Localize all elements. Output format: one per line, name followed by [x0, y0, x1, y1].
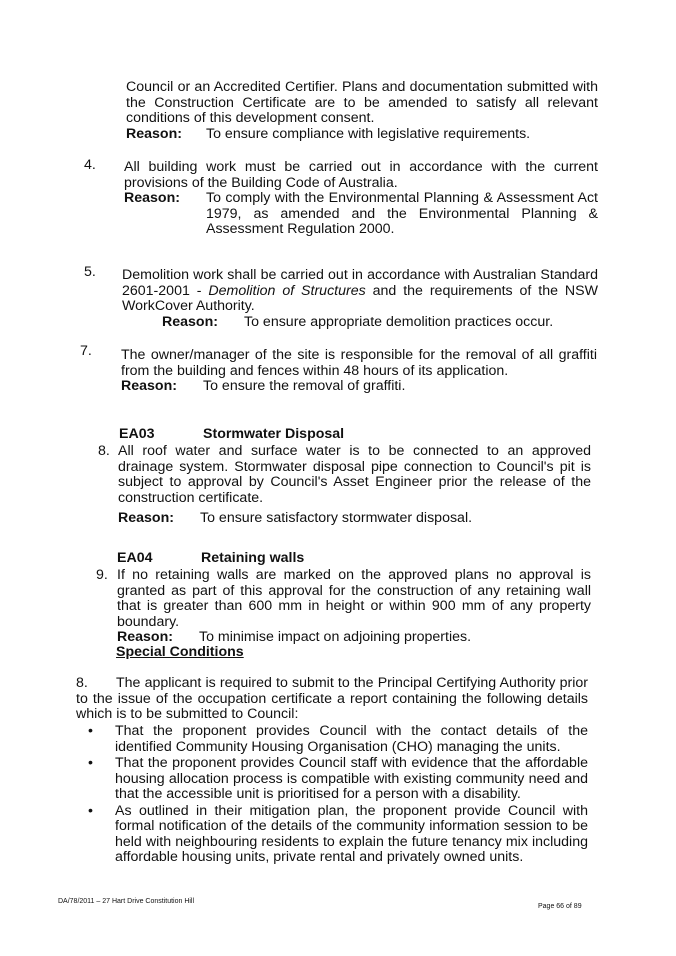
section-title: Retaining walls [201, 550, 305, 566]
standard-title: Demolition of Structures [208, 282, 366, 299]
section-code: EA03 [119, 426, 155, 442]
reason-text: To ensure satisfactory stormwater disposal. [200, 510, 473, 526]
reason-label: Reason: [118, 510, 174, 526]
reason-text: To ensure the removal of graffiti. [203, 378, 406, 394]
condition-number: 8. [98, 443, 110, 459]
section-heading-ea03 [119, 427, 344, 443]
reason-text: To ensure appropriate demolition practices occur. [244, 313, 554, 330]
reason-label: Reason: [162, 313, 218, 330]
list-item [88, 723, 588, 755]
condition-number: 9. [96, 567, 108, 583]
footer-reference: DA/78/2011 – 27 Hart Drive Constitution Hill [58, 898, 195, 905]
condition-number: 5. [84, 264, 96, 280]
reason-text: To ensure compliance with legislative requirements. [206, 125, 531, 142]
list-item [88, 755, 588, 803]
intro-text: The applicant is required to submit to the Principal Certifying Authority prior to the issue of the occupation certificate a report containing the following details which is to be submitted to Council: [76, 675, 588, 722]
bullet-icon: • [88, 723, 93, 739]
continuation-reason [126, 127, 598, 143]
special-conditions-list [88, 723, 588, 867]
bullet-text: That the proponent provides Council staff with evidence that the affordable housing allocation process is compatible with existing community need and that the accessible unit is prioritised for a person with a disability. [115, 755, 588, 802]
bullet-icon: • [88, 755, 93, 771]
condition-text-part: and the requirements of the NSW WorkCover Authority. [122, 282, 598, 314]
condition-number: 8. [76, 675, 88, 691]
condition-text: The owner/manager of the site is responsible for the removal of all graffiti from the building and fences within 48 hours of its application. [121, 347, 597, 379]
bullet-text: As outlined in their mitigation plan, the proponent provide Council with formal notification of the details of the community information session to be held with neighbouring residents to explain the future tenancy mix including affordable housing units, private rental and privately owned units. [115, 802, 588, 865]
condition-8-stormwater [118, 444, 591, 527]
bullet-icon: • [88, 802, 93, 819]
reason-label: Reason: [126, 125, 182, 142]
condition-reason [118, 511, 591, 527]
bullet-list [88, 723, 588, 866]
reason-label: Reason: [117, 629, 173, 645]
condition-5 [122, 268, 598, 330]
condition-text: If no retaining walls are marked on the approved plans no approval is granted as part of this approval for the construction of any retaining wall that is greater than 600 mm in height or within 900 mm of any property boundary. [117, 567, 591, 630]
special-conditions-heading: Special Conditions [116, 644, 244, 660]
section-title: Stormwater Disposal [203, 426, 345, 442]
condition-text: All building work must be carried out in accordance with the current provisions of the Building Code of Australia. [124, 159, 598, 191]
condition-number: 7. [80, 343, 92, 359]
condition-reason [124, 191, 598, 238]
continuation-block [126, 80, 598, 142]
bullet-text: That the proponent provides Council with the contact details of the identified Community Housing Organisation (CHO) managing the units. [115, 723, 588, 755]
condition-9-retaining [117, 568, 591, 646]
reason-label: Reason: [121, 378, 177, 394]
reason-text: To minimise impact on adjoining properties. [199, 629, 472, 645]
section-code: EA04 [117, 550, 153, 566]
section-heading-ea04 [117, 551, 304, 567]
condition-text [122, 268, 598, 315]
condition-text-part: Demolition work shall be carried out in accordance with Australian Standard 2601-2001 - [122, 267, 598, 299]
list-item [88, 802, 588, 866]
condition-4 [124, 160, 598, 238]
condition-reason [121, 379, 597, 395]
special-conditions-intro [76, 676, 588, 723]
condition-7 [121, 348, 597, 395]
reason-label: Reason: [124, 190, 180, 206]
condition-text: All roof water and surface water is to be connected to an approved drainage system. Stormwater disposal pipe connection to Council's pit is subject to approval by Council's Asset Engineer prior the release of the construction certificate. [118, 443, 591, 506]
footer-page-number: Page 66 of 89 [538, 903, 582, 910]
continuation-text: Council or an Accredited Certifier. Plans and documentation submitted with the Construction Certificate are to be amended to satisfy all relevant conditions of this development consent. [126, 79, 598, 126]
intro-paragraph [76, 676, 588, 723]
condition-number: 4. [84, 157, 96, 173]
reason-text: To comply with the Environmental Planning & Assessment Act 1979, as amended and the Environmental Planning & Assessment Regulation 2000. [206, 190, 598, 237]
condition-reason [122, 315, 598, 331]
